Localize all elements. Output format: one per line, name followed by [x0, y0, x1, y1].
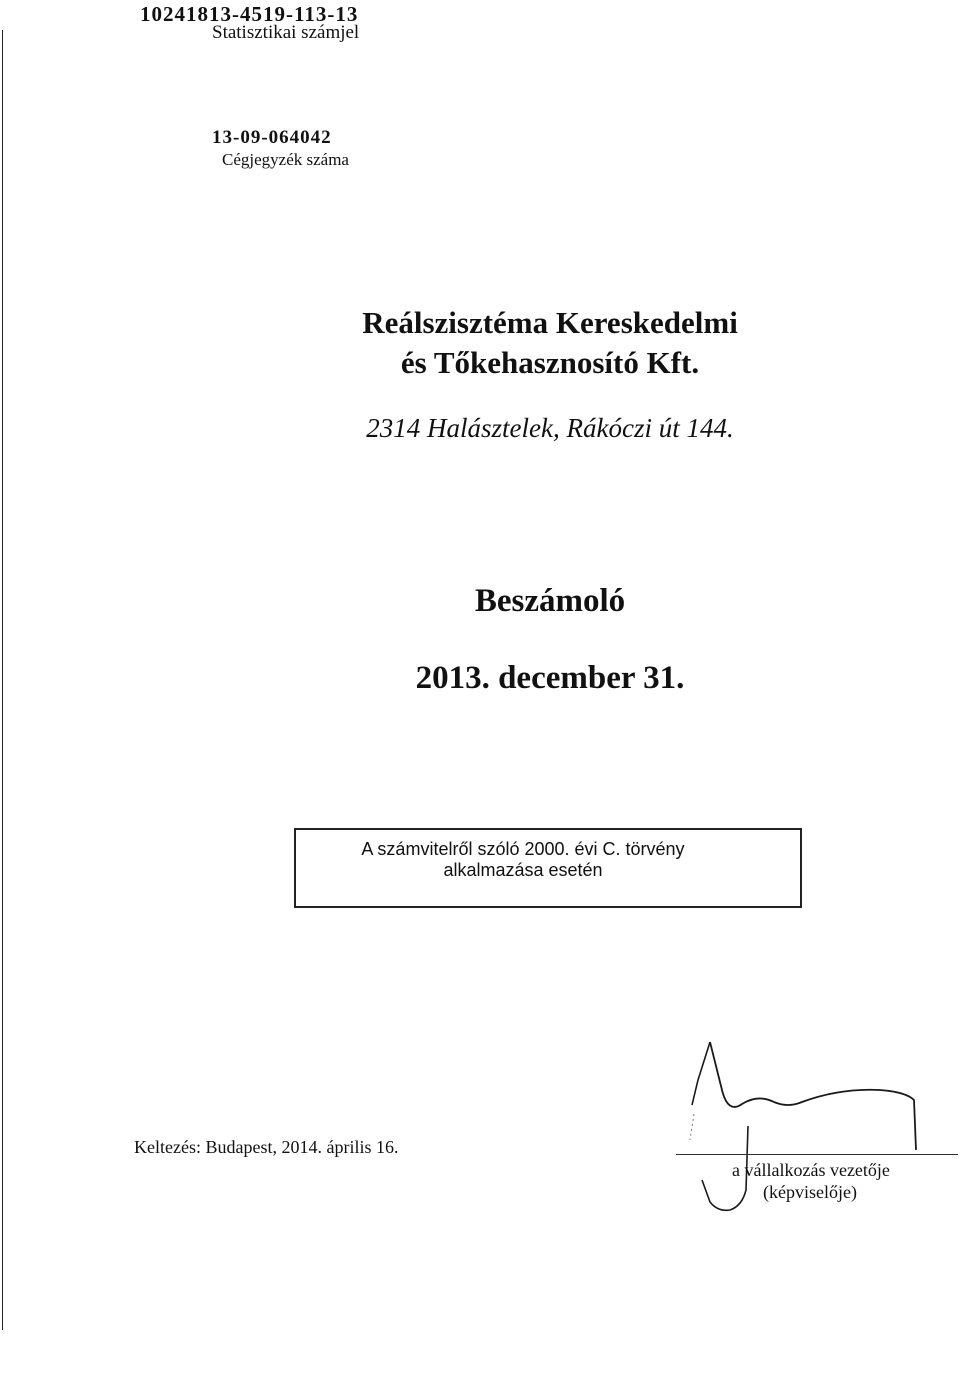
report-title: Beszámoló [474, 583, 626, 619]
law-reference-line2: alkalmazása esetén [443, 860, 603, 880]
company-address: 2314 Halásztelek, Rákóczi út 144. [366, 413, 734, 443]
law-reference-box [294, 828, 802, 908]
law-reference-line1: A számvitelről szóló 2000. évi C. törvény [361, 839, 685, 859]
statistical-number: 10241813-4519-113-13 [140, 2, 359, 26]
signer-title: a vállalkozás vezetője [732, 1160, 890, 1180]
signer-subtitle: (képviselője) [763, 1182, 857, 1202]
statistical-number-label: Statisztikai számjel [212, 22, 360, 43]
dating-place-date: Keltezés: Budapest, 2014. április 16. [134, 1137, 399, 1157]
company-name-line1: Reálszisztéma Kereskedelmi [362, 305, 738, 340]
registration-number: 13-09-064042 [212, 127, 332, 148]
company-name-line2: és Tőkehasznosító Kft. [400, 345, 700, 380]
report-date: 2013. december 31. [415, 660, 685, 696]
signature-line [676, 1154, 958, 1155]
registration-number-label: Cégjegyzék száma [222, 150, 349, 169]
